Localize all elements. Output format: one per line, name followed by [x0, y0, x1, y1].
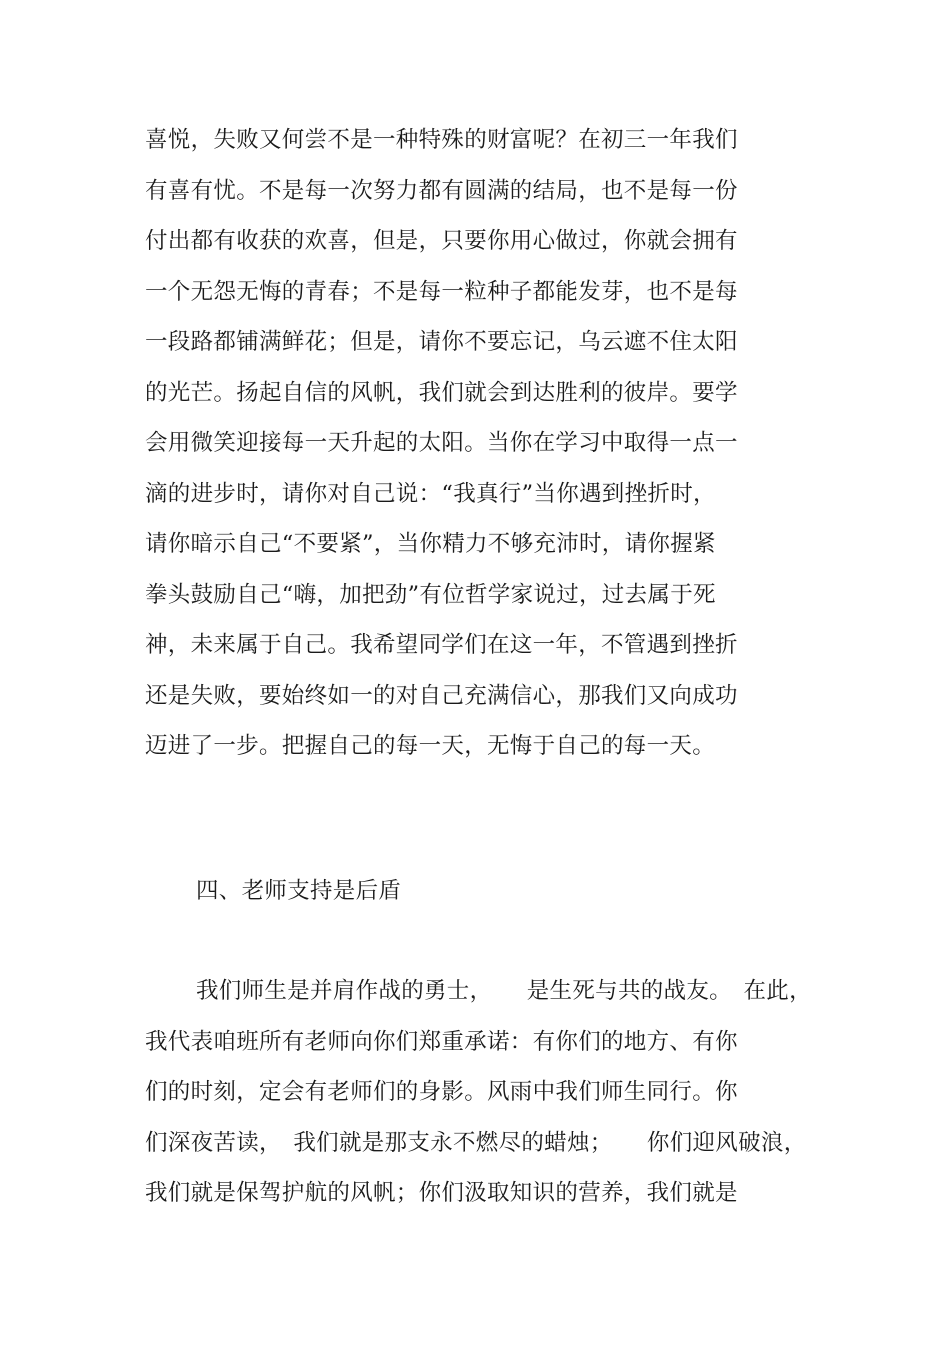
text-line: 们的时刻，定会有老师们的身影。风雨中我们师生同行。你 [145, 1079, 738, 1105]
paragraph [145, 966, 812, 1219]
paragraph [145, 115, 738, 772]
text-line: 喜悦，失败又何尝不是一种特殊的财富呢？在初三一年我们 [145, 127, 738, 153]
text-line: 滴的进步时，请你对自己说：“我真行”当你遇到挫折时， [145, 480, 716, 507]
text-line: 神，未来属于自己。我希望同学们在这一年，不管遇到挫折 [145, 632, 738, 658]
text-line: 迈进了一步。把握自己的每一天，无悔于自己的每一天。 [145, 733, 716, 759]
text-line: 有喜有忧。不是每一次努力都有圆满的结局，也不是每一份 [145, 177, 738, 204]
text-line: 付出都有收获的欢喜，但是，只要你用心做过，你就会拥有 [145, 228, 738, 254]
section-heading [145, 866, 401, 917]
text-line: 的光芒。扬起自信的风帆，我们就会到达胜利的彼岸。要学 [145, 379, 738, 406]
text-line: 一段路都铺满鲜花；但是，请你不要忘记，乌云遮不住太阳 [145, 329, 738, 355]
text-line: 还是失败，要始终如一的对自己充满信心，那我们又向成功 [145, 682, 738, 709]
text-line: 我们就是保驾护航的风帆；你们汲取知识的营养，我们就是 [145, 1180, 738, 1206]
text-line: 拳头鼓励自己“嗨，加把劲”有位哲学家说过，过去属于死 [145, 581, 716, 608]
text-line: 一个无怨无悔的青春；不是每一粒种子都能发芽，也不是每 [145, 278, 738, 305]
section-heading-text: 四、老师支持是后盾 [196, 878, 402, 904]
text-line: 我代表咱班所有老师向你们郑重承诺：有你们的地方、有你 [145, 1028, 738, 1055]
text-line: 我们师生是并肩作战的勇士， 是生死与共的战友。 在此， [196, 978, 812, 1004]
text-line: 会用微笑迎接每一天升起的太阳。当你在学习中取得一点一 [145, 430, 738, 456]
text-line: 请你暗示自己“不要紧”，当你精力不够充沛时，请你握紧 [145, 531, 716, 557]
text-line: 们深夜苦读， 我们就是那支永不燃尽的蜡烛； 你们迎风破浪， [145, 1129, 807, 1156]
